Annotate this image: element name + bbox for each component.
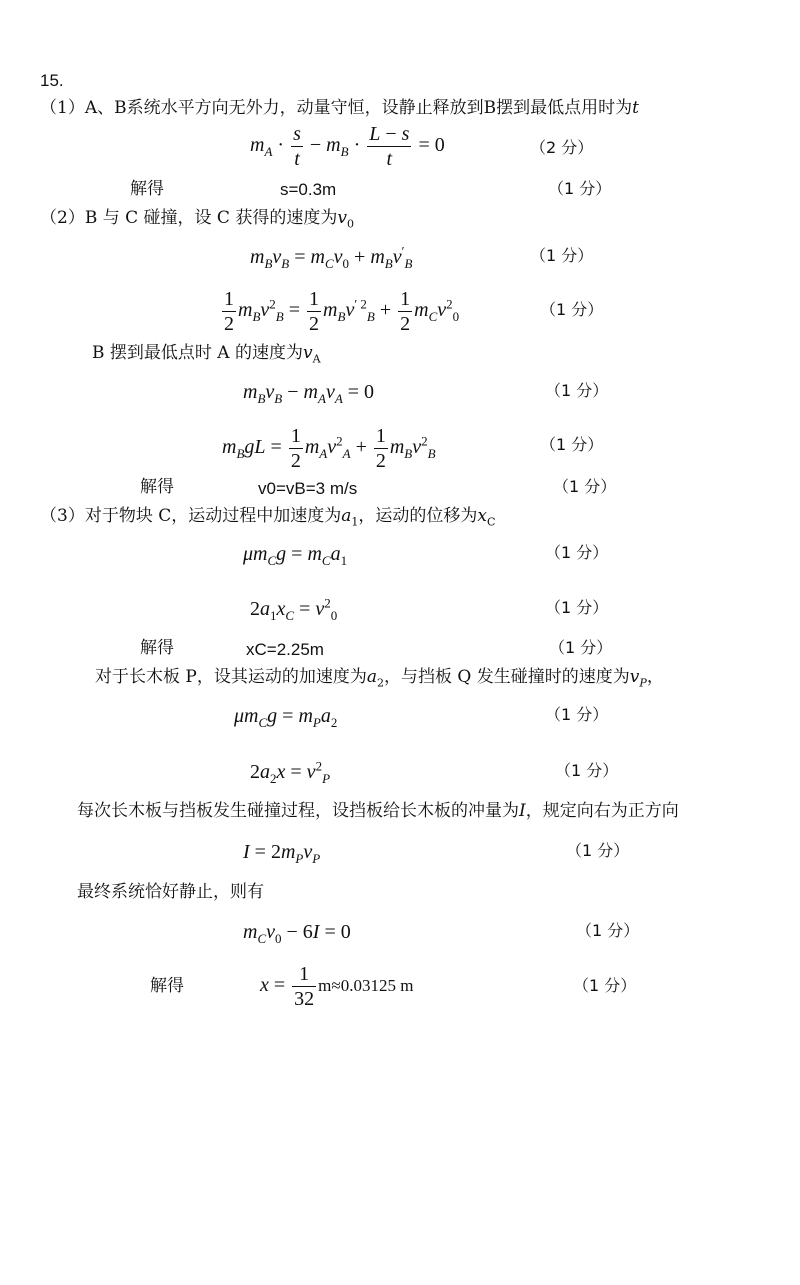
part3-impulse-tail: ，规定向右为正方向 <box>525 801 679 821</box>
part1-solve-label: 解得 <box>130 179 164 199</box>
score-part3-xc: （1 分） <box>549 638 613 657</box>
part3-plank-line: 对于长木板 P，设其运动的加速度为$a_2$，与挡板 Q 发生碰撞时的速度为$v_P$， <box>95 667 664 690</box>
score-eq5: （1 分） <box>540 435 604 454</box>
part3-impulse-line: 每次长木板与挡板发生碰撞过程，设挡板给长木板的冲量为I，规定向右为正方向 <box>77 801 679 821</box>
score-eq8: （1 分） <box>545 705 609 724</box>
part2-line2-sub: A <box>312 352 321 366</box>
part3-impulse-text: 每次长木板与挡板发生碰撞过程，设挡板给长木板的冲量为 <box>77 801 519 821</box>
part1-intro <box>40 97 639 119</box>
equation-ab-energy: $m_BgL$ = $\frac{1}{2}$ $m_Av^2_A$ + $\frac{1}{2}$ $m_Bv^2_B$ <box>222 425 436 472</box>
score-eq4: （1 分） <box>545 381 609 400</box>
part3-solve-label-1: 解得 <box>140 638 174 658</box>
equation-p-displacement: $2a_2x = v^2_P$ <box>250 758 331 786</box>
score-part2-result: （1 分） <box>553 477 617 496</box>
score-eq9: （1 分） <box>555 761 619 780</box>
part1-intro-text: （1）A、B系统水平方向无外力，动量守恒，设静止释放到B摆到最低点用时为 <box>40 98 633 118</box>
score-eq11: （1 分） <box>576 921 640 940</box>
equation-final-momentum: $m_Cv_0 - 6I = 0$ <box>243 921 351 946</box>
equation-momentum-displacement: $m_A$ · $\frac{s}{t}$ − $m_B$ · $\frac{L - s}{t}$ = 0 <box>250 123 445 170</box>
score-eq2: （1 分） <box>530 246 594 265</box>
part2-intro-sub: 0 <box>346 217 354 231</box>
score-final: （1 分） <box>573 976 637 995</box>
part2-intro-var: v <box>337 208 347 228</box>
score-eq6: （1 分） <box>545 543 609 562</box>
part2-intro-text: （2）B 与 C 碰撞，设 C 获得的速度为 <box>40 208 338 228</box>
part3-result-xc: xC=2.25m <box>246 640 324 659</box>
score-eq10: （1 分） <box>566 841 630 860</box>
part3-plank-text: 对于长木板 P，设其运动的加速度为 <box>95 667 367 687</box>
score-eq7: （1 分） <box>545 598 609 617</box>
part2-solve-label: 解得 <box>140 477 174 497</box>
eq1-minus: − <box>309 134 322 157</box>
equation-impulse: $I = 2m_Pv_P$ <box>243 841 321 866</box>
equation-collision-momentum: $m_Bv_B = m_Cv_0 + m_Bv'_B$ <box>250 243 413 271</box>
part3-plank-mid: ，与挡板 Q 发生碰撞时的速度为 <box>384 667 630 687</box>
score-part1-result: （1 分） <box>548 179 612 198</box>
part1-intro-var: t <box>632 98 639 118</box>
part3-intro-mid: ，运动的位移为 <box>358 506 478 526</box>
equation-c-displacement: $2a_1x_C = v^2_0$ <box>250 595 338 623</box>
part2-intro <box>40 207 354 229</box>
final-result-value: ≈0.03125 m <box>331 976 414 996</box>
score-eq1: （2 分） <box>530 138 594 157</box>
part3-intro: （3）对于物块 C，运动过程中加速度为$a_1$，运动的位移为$x_C$ <box>40 506 496 529</box>
part3-final-line: 最终系统恰好静止，则有 <box>77 882 264 902</box>
equation-final-result: x = $\frac{1}{32}$ m≈0.03125 m <box>260 963 414 1010</box>
eq1-zero: = 0 <box>418 134 445 157</box>
part1-result: s=0.3m <box>280 180 337 199</box>
part2-line2 <box>92 342 321 364</box>
equation-ab-momentum: $m_Bv_B - m_Av_A = 0$ <box>243 381 375 406</box>
part3-intro-text: （3）对于物块 C，运动过程中加速度为 <box>40 506 342 526</box>
part2-line2-var: v <box>302 343 313 363</box>
equation-collision-energy: $\frac{1}{2}$ $m_Bv^2_B$ = $\frac{1}{2}$ $m_Bv^{' 2}_B$ + $\frac{1}{2}$ $m_Cv^2_0$ <box>224 288 460 335</box>
score-eq3: （1 分） <box>540 300 604 319</box>
part3-solve-label-2: 解得 <box>150 976 184 996</box>
part2-result: v0=vB=3 m/s <box>258 479 358 498</box>
problem-number: 15. <box>40 71 64 90</box>
equation-p-acceleration: $\mu m_Cg = m_Pa_2$ <box>234 705 338 730</box>
part2-line2-text: B 摆到最低点时 A 的速度为 <box>92 343 303 363</box>
equation-c-acceleration: $\mu m_Cg = m_Ca_1$ <box>243 543 348 568</box>
unit-m: m <box>318 976 332 996</box>
